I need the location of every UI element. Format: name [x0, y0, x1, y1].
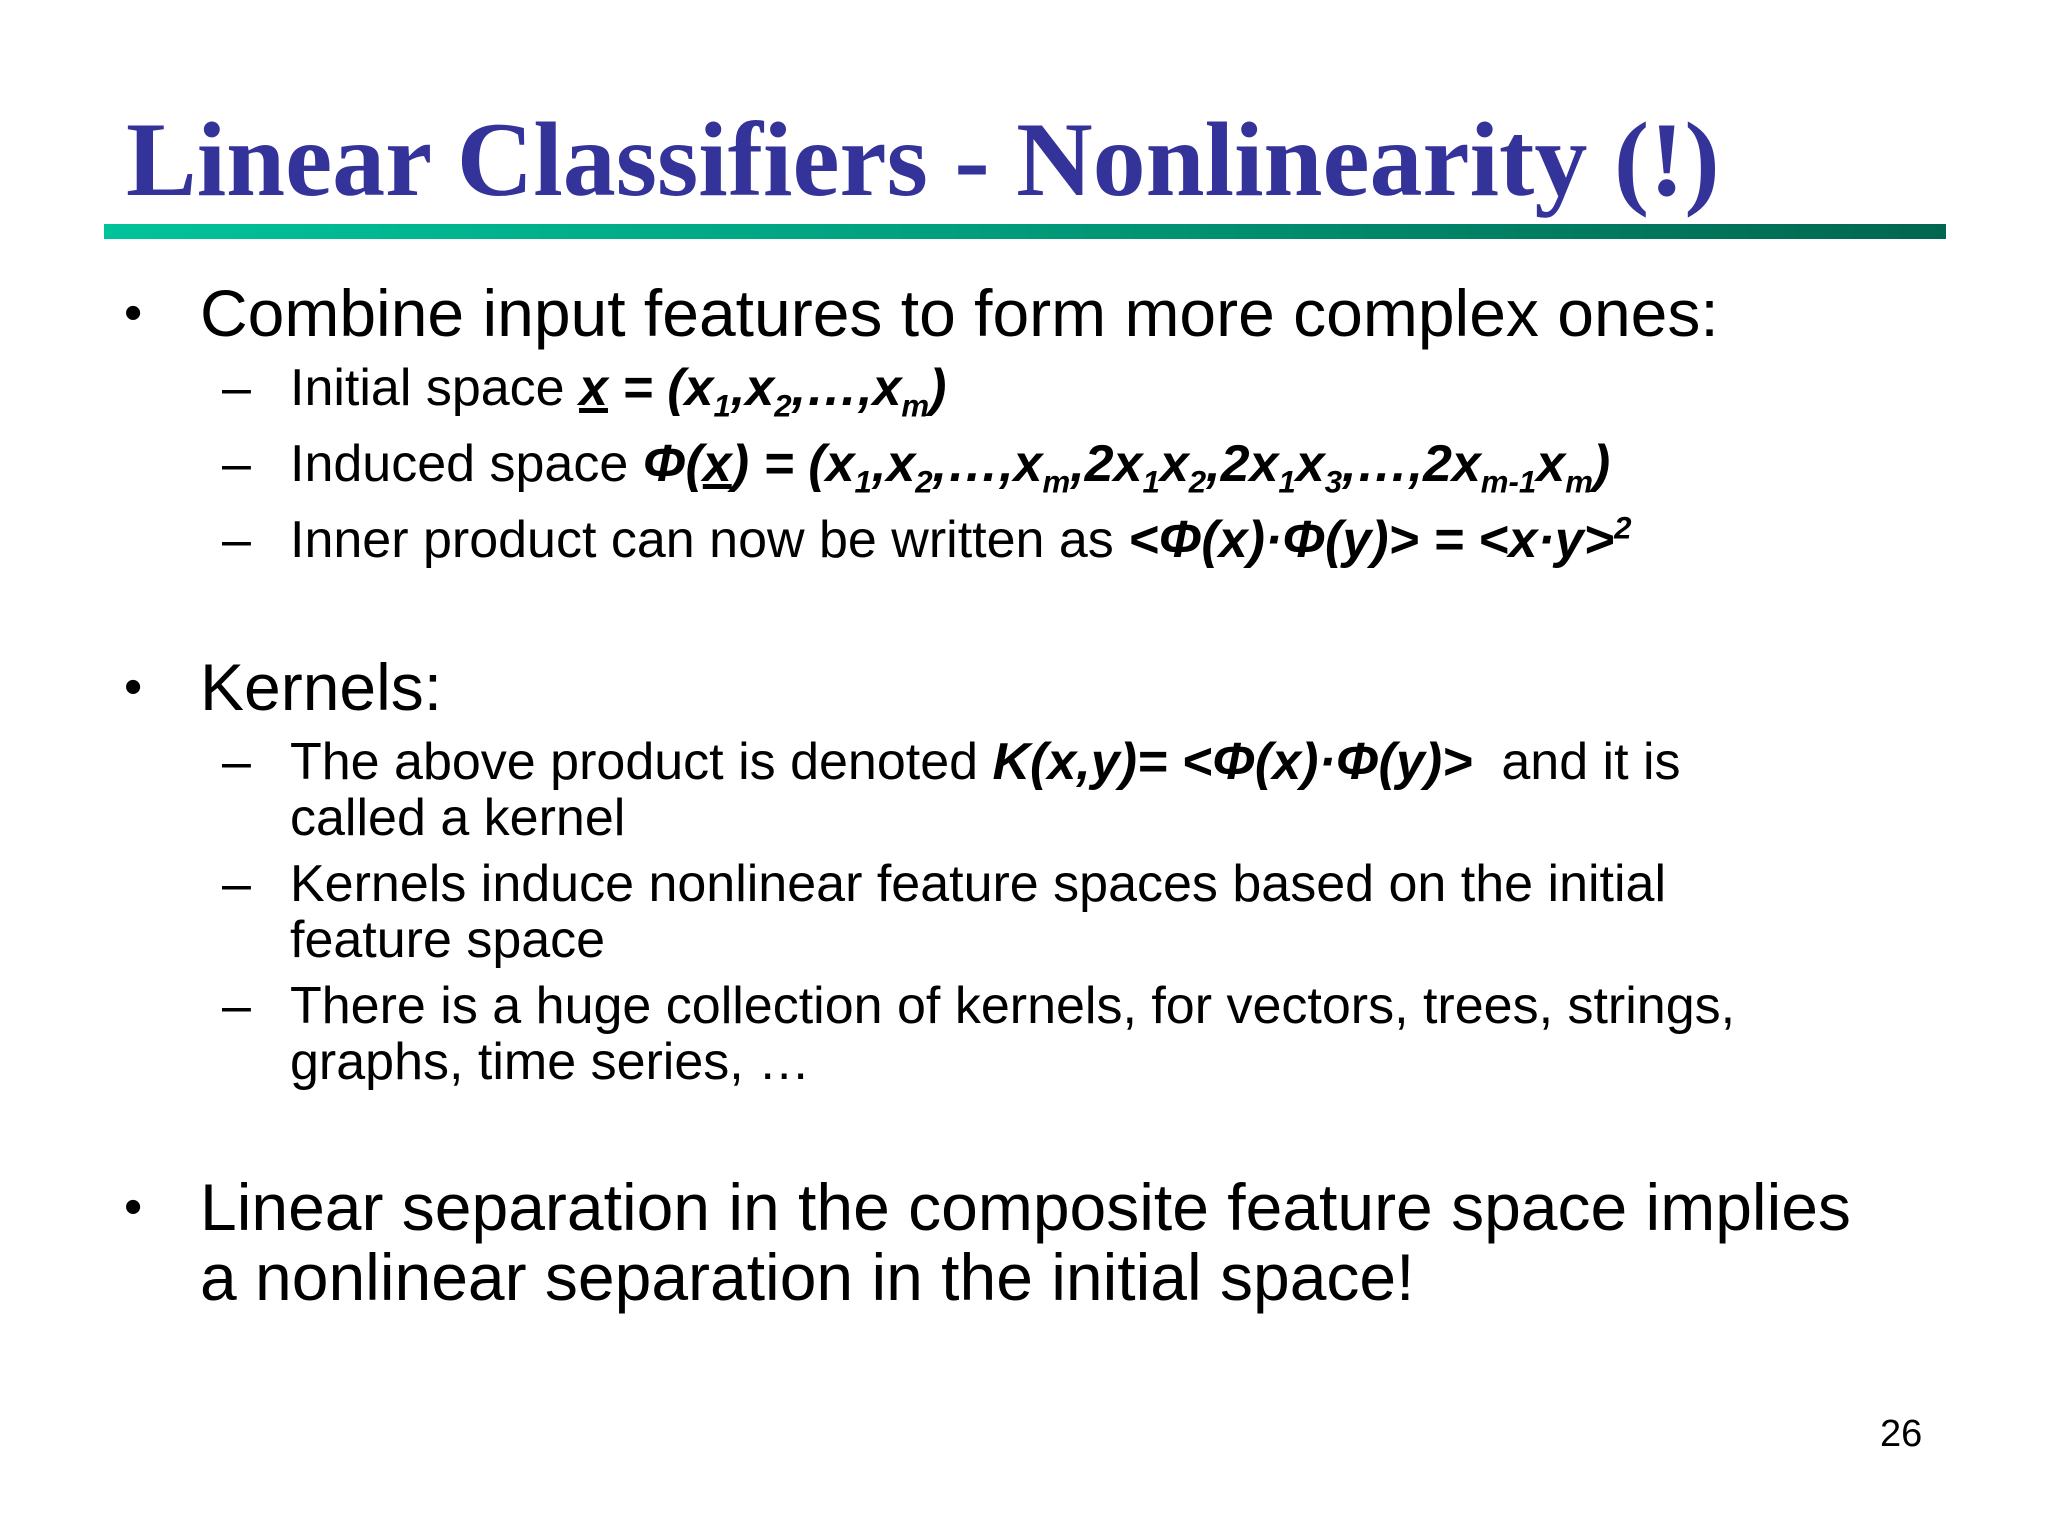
sub-dash: –	[222, 733, 251, 791]
sub-text	[290, 359, 947, 424]
bullet-text: Combine input features to form more complex ones:	[200, 276, 1719, 350]
title-divider	[104, 224, 1946, 239]
sub-dash: –	[222, 855, 251, 913]
sub-text: Kernels induce nonlinear feature spaces based on the initial feature space	[290, 855, 1667, 969]
induced-space-formula: $\Phi(x) = (x_1,x_2,\dots,x_m,2x_1x_2,2x_1x_3,\dots,2x_{m-1}x_m)$	[642, 435, 1611, 500]
sub-label: Inner product can now be written as	[290, 511, 1129, 569]
sub-dash: –	[222, 359, 251, 417]
sub-label: Initial space	[290, 359, 580, 417]
initial-space-formula: $x = (x_1,x_2,\dots,x_m)$	[579, 359, 947, 424]
sub-text	[290, 435, 1611, 500]
sub-text: The above product is denoted K(x,y)= <Φ(x)·Φ(y)> and it is called a kernel	[290, 733, 1681, 847]
bullet-dot: •	[124, 284, 143, 342]
slide-title: Linear Classifiers - Nonlinearity (!)	[126, 101, 1720, 218]
sub-dash: –	[222, 435, 251, 493]
sub-text	[290, 512, 1631, 568]
sub-dash: –	[222, 977, 251, 1035]
bullet-text: Kernels:	[200, 650, 443, 724]
sub-dash: –	[222, 511, 251, 569]
bullet-text: Linear separation in the composite feature space implies a nonlinear separation in the initial space!	[200, 1170, 1851, 1314]
sub-text: There is a huge collection of kernels, for vectors, trees, strings, graphs, time series, …	[290, 977, 1736, 1091]
bullet-dot: •	[124, 1178, 143, 1236]
inner-product-formula: <Φ(x)·Φ(y)> = <x·y>$^2$	[1128, 510, 1632, 569]
bullet-dot: •	[124, 658, 143, 716]
page-number: 26	[1880, 1413, 1923, 1455]
sub-label: Induced space	[290, 435, 643, 493]
kernel-formula: K(x,y)= <Φ(x)·Φ(y)>	[992, 733, 1473, 791]
